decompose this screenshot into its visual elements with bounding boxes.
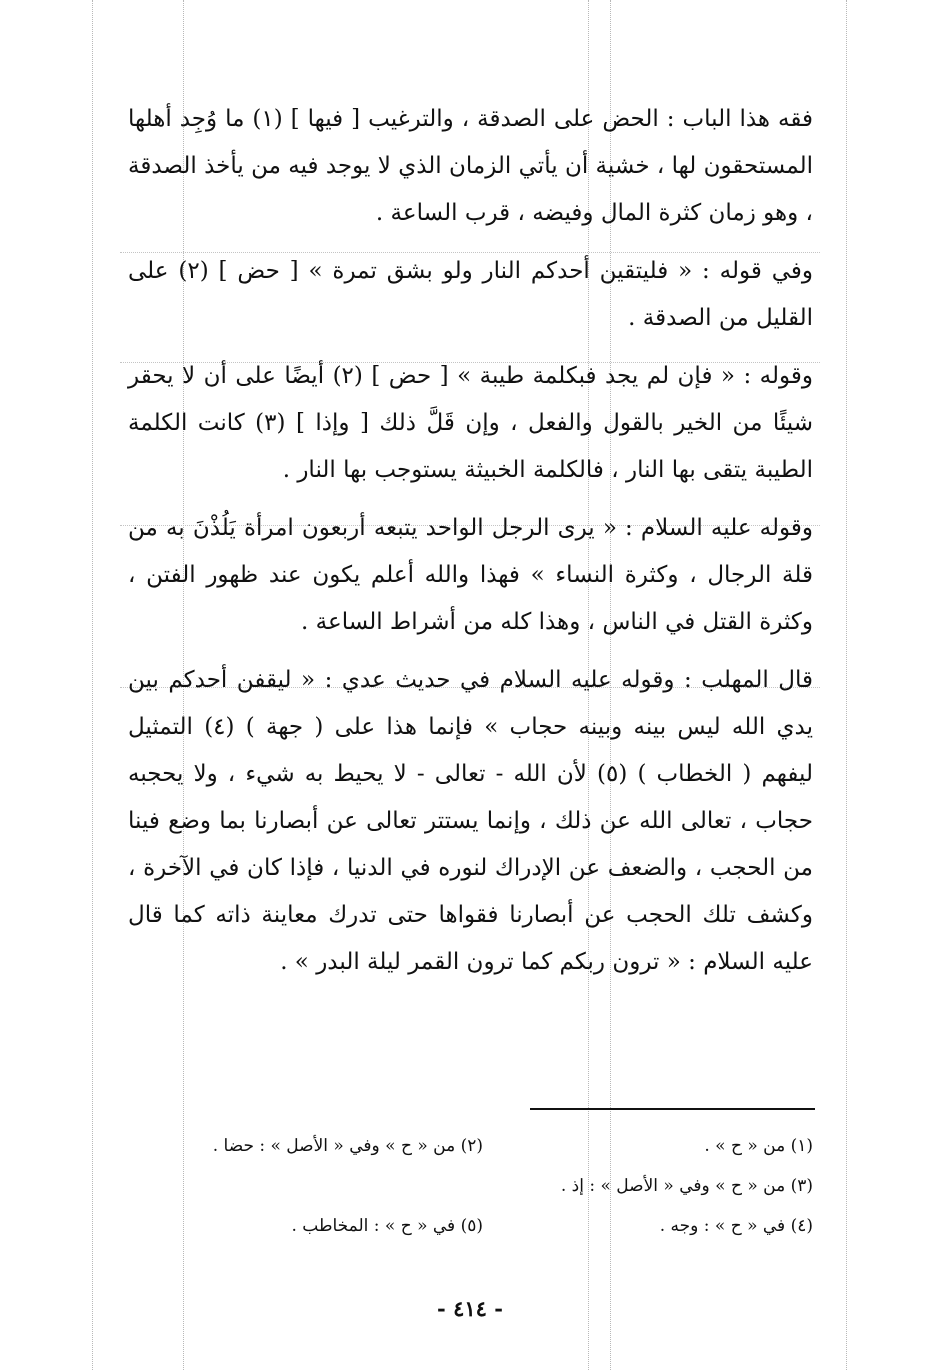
footnote-3: (٣) من « ح » وفي « الأصل » : إذ . [560,1176,813,1196]
footnote-2: (٢) من « ح » وفي « الأصل » : حضا . [212,1136,483,1156]
paragraph-1: فقه هذا الباب : الحض على الصدقة ، والترغيب [ فيها ] (١) ما وُجِد أهلها المستحقون لها ، خشية أن يأتي الزمان الذي لا يوجد فيه من يأخذ الصدقة ، وهو زمان كثرة المال وفيضه ، قرب الساعة . [128,106,814,226]
paragraph-3: وقوله : « فإن لم يجد فبكلمة طيبة » [ حض ] (٢) أيضًا على أن لا يحقر شيئًا من الخير بالقول والفعل ، وإن قَلَّ ذلك [ وإذا ] (٣) كانت الكلمة الطيبة يتقى بها النار ، فالكلمة الخبيثة يستوجب بها النار . [128,363,813,483]
margin-guide-line [92,0,93,1370]
page-body [128,96,813,997]
paragraph-5: قال المهلب : وقوله عليه السلام في حديث عدي : « ليقفن أحدكم بين يدي الله ليس بينه وبينه حجاب » فإنما هذا على ( جهة ) (٤) التمثيل ليفهم ( الخطاب ) (٥) لأن الله - تعالى - لا يحيط به شيء ، ولا يحجبه حجاب ، تعالى الله عن ذلك ، وإنما يستتر تعالى عن أبصارنا بما وضع فينا من الحجب ، والضعف عن الإدراك لنوره في الدنيا ، فإذا كان في الآخرة ، وكشف تلك الحجب عن أبصارنا فقواها حتى تدرك معاينة ذاته كما قال عليه السلام : « ترون ربكم كما ترون القمر ليلة البدر » . [128,667,813,975]
footnote-4: (٤) في « ح » : وجه . [659,1216,813,1236]
footnote-5: (٥) في « ح » : المخاطب . [291,1216,483,1236]
footnote-row [128,1206,813,1246]
paragraph-4: وقوله عليه السلام : « يرى الرجل الواحد يتبعه أربعون امرأة يَلُذْنَ به من قلة الرجال ، وكثرة النساء » فهذا والله أعلم يكون عند ظهور الفتن ، وكثرة القتل في الناس ، وهذا كله من أشراط الساعة . [128,515,813,635]
footnote-separator [530,1108,815,1110]
footnotes [128,1126,813,1246]
paragraph-2: وفي قوله : « فليتقين أحدكم النار ولو بشق تمرة » [ حض ] (٢) على القليل من الصدقة . [128,258,813,331]
footnote-row [128,1166,813,1206]
page-number: - ٤١٤ - [437,1296,503,1321]
footnote-row [128,1126,813,1166]
margin-guide-line [846,0,847,1370]
footnote-1: (١) من « ح » . [704,1136,813,1156]
